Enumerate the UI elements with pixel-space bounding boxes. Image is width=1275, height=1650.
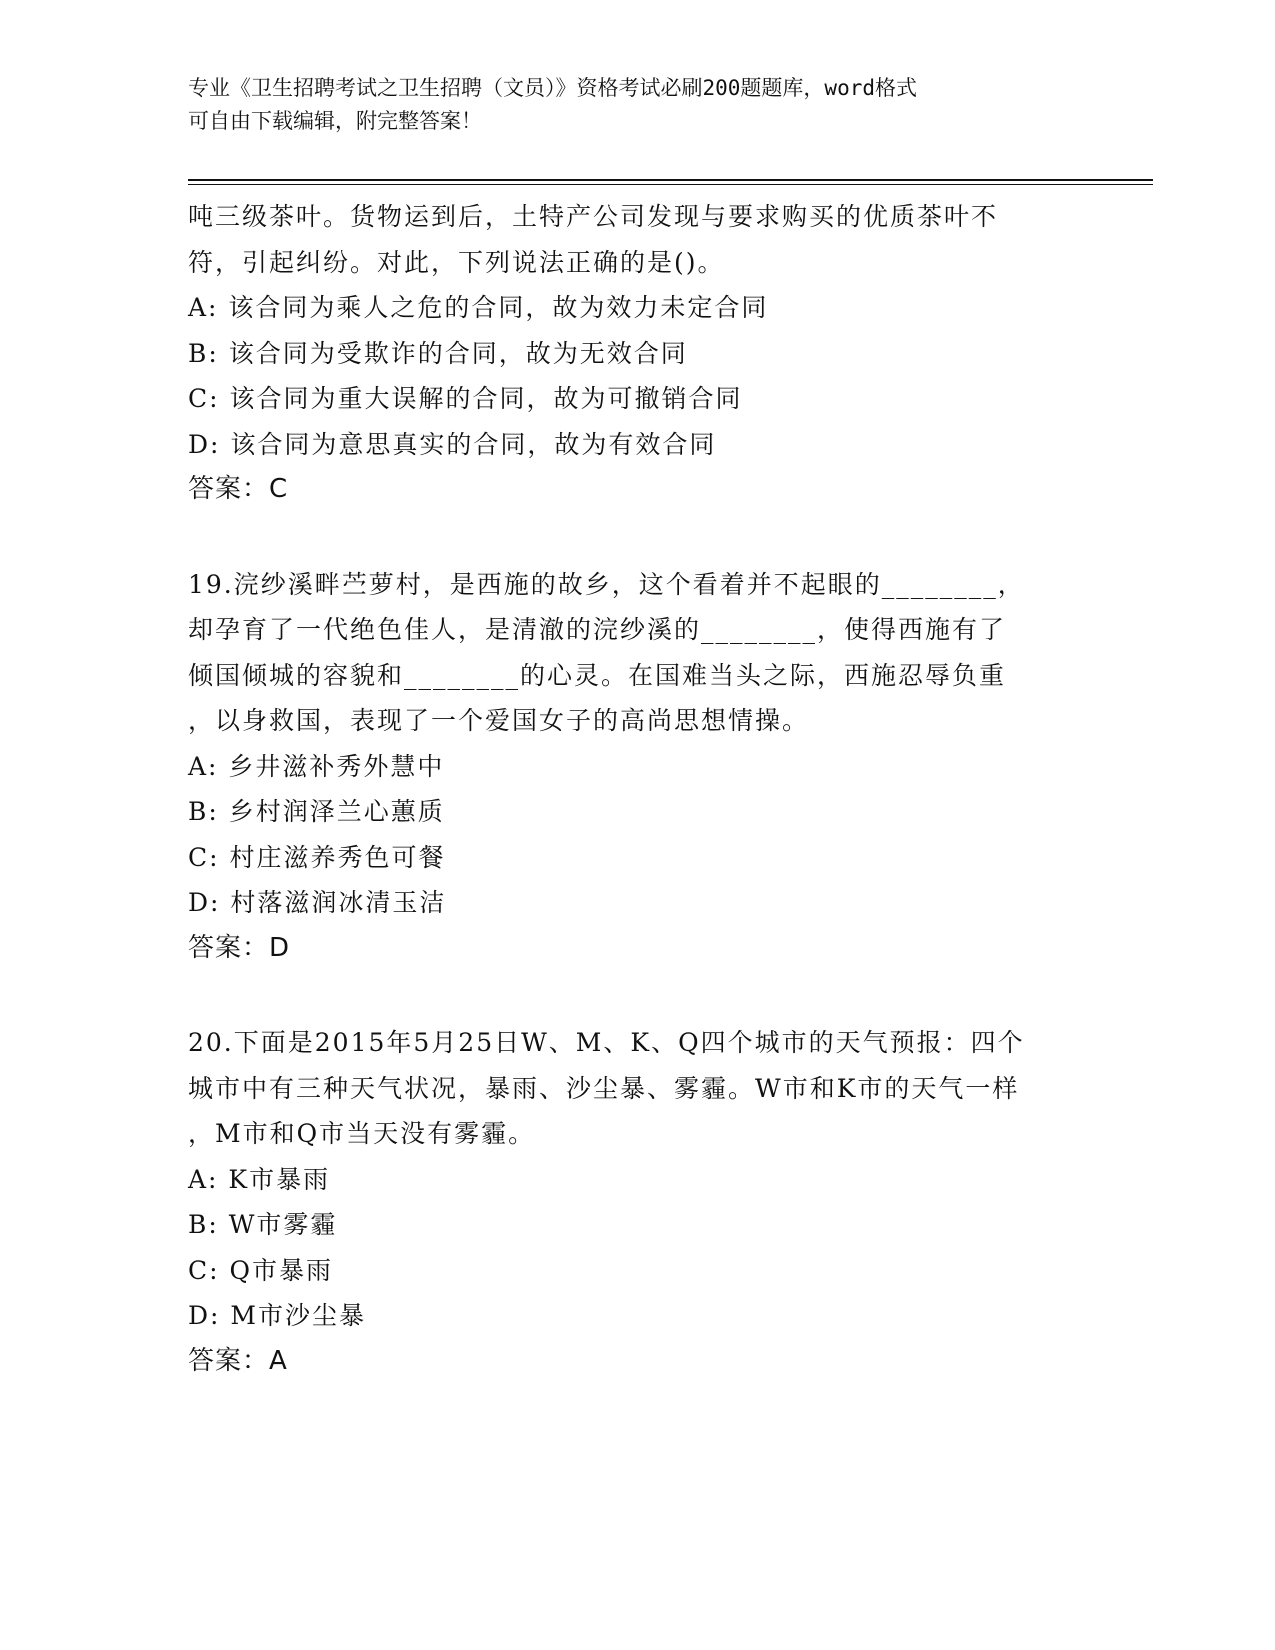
question-text-line: 倾国倾城的容貌和________的心灵。在国难当头之际，西施忍辱负重 — [188, 660, 1007, 690]
option-a: A: 乡井滋补秀外慧中 — [188, 751, 445, 781]
question-text-line: ，以身救国，表现了一个爱国女子的高尚思想情操。 — [188, 706, 810, 735]
header-line-2: 可自由下载编辑，附完整答案！ — [188, 109, 482, 133]
question-20 — [188, 1020, 1088, 1384]
spacer — [188, 971, 1088, 1020]
header-line-1: 专业《卫生招聘考试之卫生招聘（文员）》资格考试必刷200题题库，word格式 — [188, 76, 917, 100]
question-text-line: 19.浣纱溪畔苎萝村，是西施的故乡，这个看着并不起眼的________， — [188, 569, 1025, 599]
option-c: C: Q市暴雨 — [188, 1255, 333, 1285]
option-a: A: 该合同为乘人之危的合同，故为效力未定合同 — [188, 293, 769, 322]
answer-line: 答案：C — [188, 474, 289, 504]
question-text-line: 20.下面是2015年5月25日W、M、K、Q四个城市的天气预报：四个 — [188, 1028, 1025, 1057]
answer-line: 答案：D — [188, 932, 291, 963]
question-text-line: 吨三级茶叶。货物运到后，土特产公司发现与要求购买的优质茶叶不 — [188, 202, 999, 231]
option-d: D: M市沙尘暴 — [188, 1301, 367, 1330]
header-rule-bottom — [188, 184, 1153, 185]
option-c: C: 村庄滋养秀色可餐 — [188, 842, 446, 872]
document-header — [188, 72, 1088, 138]
option-b: B: 乡村润泽兰心蕙质 — [188, 797, 445, 826]
option-d: D: 该合同为意思真实的合同，故为有效合同 — [188, 429, 717, 459]
question-19 — [188, 562, 1088, 972]
option-b: B: W市雾霾 — [188, 1210, 338, 1239]
document-body — [188, 194, 1088, 1384]
option-a: A: K市暴雨 — [188, 1164, 331, 1194]
question-18-continued — [188, 194, 1088, 513]
option-d: D: 村落滋润冰清玉洁 — [188, 888, 447, 917]
question-text-line: 却孕育了一代绝色佳人，是清澈的浣纱溪的________，使得西施有了 — [188, 615, 1007, 644]
question-text-line: 城市中有三种天气状况，暴雨、沙尘暴、雾霾。W市和K市的天气一样 — [188, 1073, 1020, 1103]
answer-line: 答案：A — [188, 1345, 288, 1376]
header-rule-top — [188, 179, 1153, 181]
option-b: B: 该合同为受欺诈的合同，故为无效合同 — [188, 338, 688, 368]
option-c: C: 该合同为重大误解的合同，故为可撤销合同 — [188, 384, 743, 413]
spacer — [188, 513, 1088, 562]
question-text-line: ，M市和Q市当天没有雾霾。 — [188, 1119, 536, 1148]
question-text-line: 符，引起纠纷。对此，下列说法正确的是()。 — [188, 247, 725, 277]
